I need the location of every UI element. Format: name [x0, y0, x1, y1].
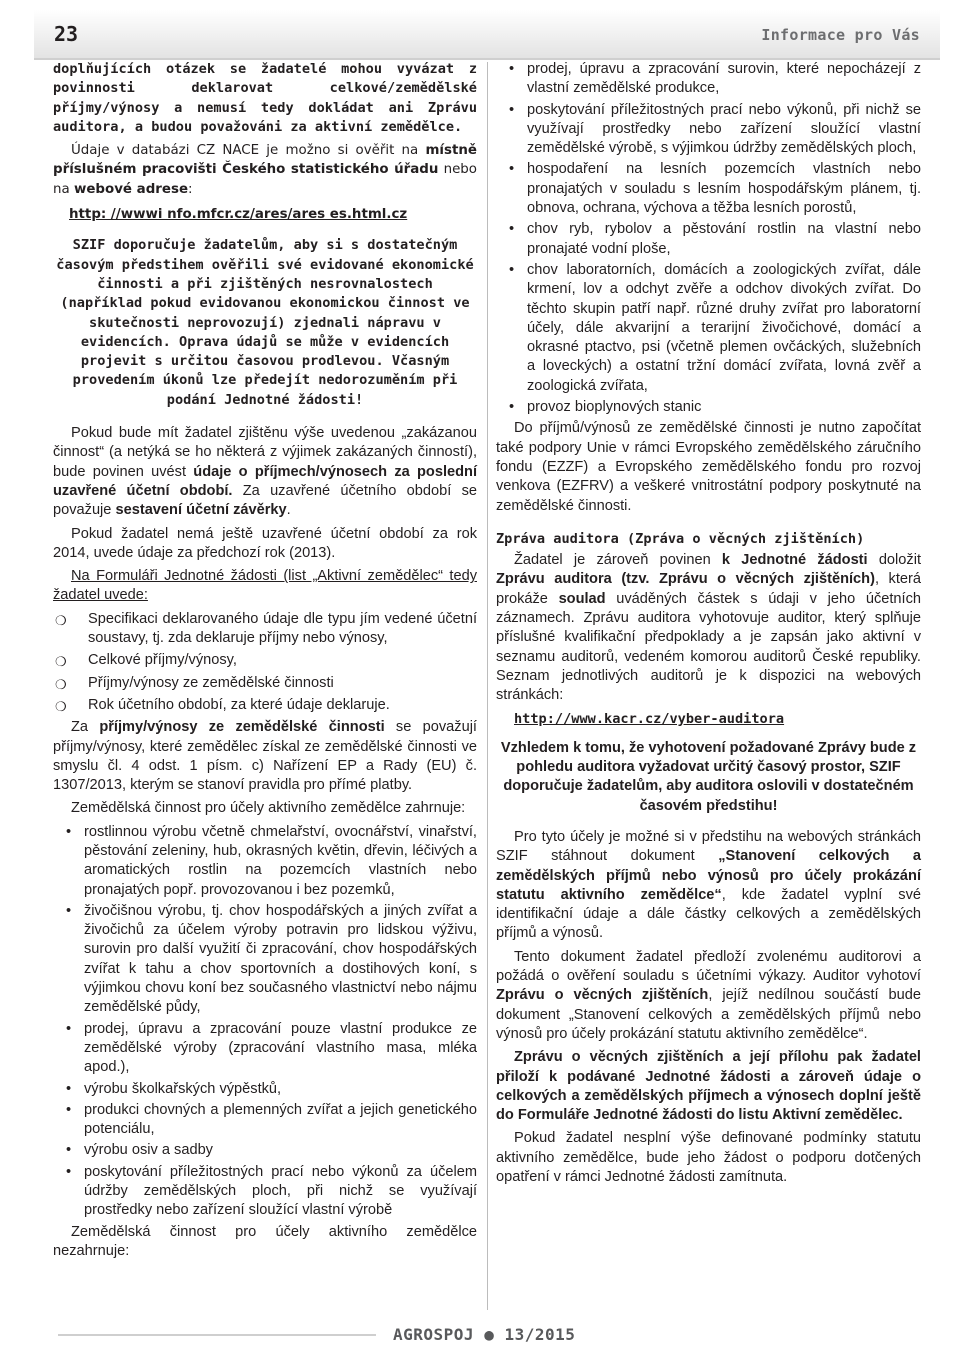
- list-item: [496, 220, 921, 259]
- bullet-icon: •: [66, 1163, 72, 1180]
- text-run-bold: k Jednotné žádosti: [721, 552, 868, 569]
- accounting-period-paragraph: Pokud žadatel nemá ještě uzavřené účetní období za rok 2014, uvede údaje za předchozí rok (2013).: [53, 525, 477, 561]
- excludes-list: [496, 60, 921, 417]
- list-item-text: výrobu školkařských výpěstků,: [84, 1080, 282, 1097]
- eu-support-paragraph: Do příjmů/výnosů ze zemědělské činnosti je nutno započítat také podpory Unie v rámci Evropského zemědělského záručního fondu (EZZF) a Evropského zemědělského fondu pro rozvoj venkova (EZFRV) a veškeré vnitrostátní podpory poskytnuté na zemědělské činnosti.: [496, 420, 921, 514]
- column-divider: [487, 62, 488, 1310]
- circle-bullet-icon: ❍: [55, 612, 67, 628]
- bullet-icon: •: [66, 1080, 72, 1097]
- list-item: [496, 398, 921, 417]
- list-item: [53, 674, 477, 693]
- list-item-text: produkci chovných a plemenných zvířat a jejich genetického potenciálu,: [84, 1101, 477, 1138]
- list-item-text: Rok účetního období, za které údaje deklaruje.: [88, 696, 390, 713]
- form-instructions-heading: Na Formuláři Jednotné žádosti (list „Aktivní zemědělec“ tedy žadatel uvede:: [53, 568, 477, 604]
- text-run: Údaje v databázi CZ NACE je možno si ověřit na: [71, 143, 426, 159]
- agri-income-paragraph: [53, 718, 477, 795]
- list-item: [496, 60, 921, 99]
- text-run: se považují příjmy/výnosy, které zemědělec získal ze zemědělské činnosti ve smyslu čl. 4 odst. 1 písm. c) Nařízení EP a Rady (EU) č. 1307/2013, kterým se stanoví pravidla pro přímé platby.: [53, 719, 477, 794]
- szif-document-paragraph: [496, 828, 921, 944]
- text-run: Pokud bude mít žadatel zjištěnu výše uvedenou „zakázanou činnost“ (a netýká se ho některá z výjimek zakázaných činností), bude povinen uvést: [53, 425, 477, 480]
- form-items-list: [53, 610, 477, 715]
- auditor-timing-notice: Vzhledem k tomu, že vyhotovení požadované Zprávy bude z pohledu auditora vyžadovat určitý časový prostor, SZIF doporučuje žadatelům, aby auditora oslovili v dostatečném časovém předstihu!: [500, 739, 917, 814]
- auditor-report-heading: Zpráva auditora (Zpráva o věcných zjištěních): [496, 530, 865, 547]
- list-item-text: provoz bioplynových stanic: [527, 399, 702, 416]
- bullet-icon: •: [66, 1020, 72, 1037]
- list-item-text: chov ryb, rybolov a pěstování rostlin na vlastní nebo pronajaté vodní ploše,: [527, 221, 921, 257]
- text-run-bold: příjmy/výnosy ze zemědělské činnosti: [99, 719, 385, 736]
- right-column: [496, 60, 921, 1191]
- list-item-text: Celkové příjmy/výnosy,: [88, 652, 237, 669]
- list-item-text: výrobu osiv a sadby: [84, 1142, 213, 1159]
- list-item: [53, 1101, 477, 1140]
- list-item-text: rostlinnou výrobu včetně chmelařství, ovocnářství, vinařství, pěstování zeleniny, hub, okrasných květin, dřevin, léčivých a aromatických rostlin na pozemcích vlastních nebo pronajatých popř. provozovanou i bez pozemků,: [84, 823, 477, 898]
- bullet-icon: •: [509, 161, 515, 178]
- text-run: nebo na: [53, 162, 477, 197]
- text-run: , která prokáže: [496, 571, 921, 607]
- text-run: Za uzavřené účetního období se považuje: [53, 482, 477, 519]
- forbidden-activity-paragraph: [53, 424, 477, 520]
- text-run-bold: webové adrese: [73, 181, 189, 197]
- bullet-icon: •: [509, 101, 515, 118]
- text-run-bold: soulad: [558, 590, 606, 607]
- bullet-icon: •: [509, 261, 515, 278]
- auditor-verification-paragraph: [496, 948, 921, 1044]
- bullet-icon: •: [66, 823, 72, 840]
- kacr-link[interactable]: http://www.kacr.cz/vyber-auditora: [514, 710, 785, 727]
- page-number: 23: [54, 22, 79, 46]
- bullet-icon: •: [66, 1142, 72, 1159]
- attachment-bold-paragraph: Zprávu o věcných zjištěních a její přílohu pak žadatel přiloží k podávané Jednotné žádosti a zároveň údaje o celkových a zemědělských příjmech a výnosech doplní ještě do Formuláře Jednotné žádosti do listu Aktivní zemědělec.: [496, 1049, 921, 1124]
- list-item-text: prodej, úpravu a zpracování pouze vlastní produkce ze zemědělské výroby (zpracování vlastního masa, mléka apod.),: [84, 1020, 477, 1076]
- list-item: [53, 1141, 477, 1160]
- list-item-text: živočišnou výrobu, tj. chov hospodářských a jiných zvířat a živočichů za účelem výroby potravin pro lidskou výživu, surovin pro další využití či zpracování, chov hospodářských zvířat k tahu a chov sportovních a dostihových koní, s výjimkou chovu koní bez současného vlastnictví nebo nájmu zemědělské půdy,: [84, 902, 477, 1016]
- list-item-text: Specifikaci deklarovaného údaje dle typu jím vedené účetní soustavy, tj. zda deklaruje příjmy nebo výnosy,: [88, 610, 477, 647]
- excludes-heading: Zemědělská činnost pro účely aktivního zemědělce nezahrnuje:: [53, 1223, 477, 1259]
- auditor-report-paragraph: [496, 551, 921, 705]
- list-item: [53, 902, 477, 1018]
- list-item: [53, 1020, 477, 1078]
- circle-bullet-icon: ❍: [55, 654, 67, 670]
- intro-bold-paragraph: doplňujících otázek se žadatelé mohou vyvázat z povinnosti deklarovat celkové/zemědělské příjmy/výnosy a nemusí tedy dokládat ani Zprávu auditora, a budou považováni za aktivní zemědělce.: [53, 61, 477, 135]
- list-item: [53, 1163, 477, 1221]
- list-item-text: poskytování příležitostných prací nebo výkonů, při nichž se využívají prostředky nebo zařízení sloužící vlastní zemědělské výrobě, s výjimkou údržby zemědělských ploch,: [527, 101, 921, 157]
- text-run: :: [188, 181, 193, 197]
- section-name: Informace pro Vás: [761, 26, 920, 44]
- text-run: doložit: [867, 552, 922, 569]
- list-item: [53, 1080, 477, 1099]
- includes-heading: Zemědělská činnost pro účely aktivního zemědělce zahrnuje:: [71, 800, 466, 817]
- text-run: Tento dokument žadatel předloží zvolenému auditorovi a požádá o ověření souladu s účetními výkazy. Auditor vyhotoví: [496, 948, 921, 985]
- list-item-text: Příjmy/výnosy ze zemědělské činnosti: [88, 674, 334, 691]
- cz-nace-paragraph: [53, 141, 477, 199]
- list-item: [53, 823, 477, 900]
- rejection-paragraph: Pokud žadatel nesplní výše definované podmínky statutu aktivního zemědělce, bude jeho žádost o podporu dotčených opatření v rámci Jednotné žádosti zamítnuta.: [496, 1130, 921, 1186]
- bullet-icon: •: [509, 221, 515, 238]
- text-run-bold: Zprávu auditora (tzv. Zprávu o věcných zjištěních): [496, 571, 875, 588]
- text-run-bold: místně příslušném pracovišti Českého statistického úřadu: [53, 143, 477, 178]
- circle-bullet-icon: ❍: [55, 698, 67, 714]
- list-item: [496, 160, 921, 218]
- footer-publication: AGROSPOJ ● 13/2015: [393, 1325, 576, 1344]
- list-item: [53, 696, 477, 715]
- text-run: uváděných částek s údaji v jeho účetních záznamech. Zprávu auditora vyhotovuje auditor, který splňuje příslušné kvalifikační předpoklady a je zapsán jako aktivní v seznamu auditorů, vedeném komorou auditorů České republiky. Seznam jednotlivých auditorů je k dispozici na webových stránkách:: [496, 590, 921, 704]
- text-run-bold: „Stanovení celkových a zemědělských příjmů nebo výnosů pro účely prokázání statutu aktivního zemědělce“: [496, 848, 921, 903]
- list-item-text: poskytování příležitostných prací nebo výkonů za účelem údržby zemědělských ploch, při nichž se využívají prostředky nebo zařízení sloužící vlastní výrobě: [84, 1163, 477, 1219]
- list-item: [496, 101, 921, 159]
- list-item-text: hospodaření na lesních pozemcích vlastních nebo pronajatých v souladu s lesním hospodářským plánem, tj. obnova, ochrana, výchova a těžba lesních porostů,: [527, 161, 921, 217]
- footer-line: [58, 1334, 376, 1336]
- includes-list: [53, 823, 477, 1221]
- bullet-icon: •: [509, 61, 515, 77]
- list-item: [53, 651, 477, 670]
- list-item-text: prodej, úpravu a zpracování surovin, které nepocházejí z vlastní zemědělské produkce,: [527, 61, 921, 97]
- list-item-text: chov laboratorních, domácích a zoologických zvířat, dále krmení, lov a odchyt zvěře a odchov divokých zvířat. Do těchto skupin patří např. různé druhy zvířat pro laboratorní účely, dále akvarijní a terarijní živočichové, domácí a okrasné ptactvo, psi (včetně plemen ovčáckých, služebních a loveckých) a ostatní tržní domácí zvířata, lovná zvěř a zoologická zvířata,: [527, 261, 921, 394]
- text-run-bold: Zprávu o věcných zjištěních: [496, 987, 709, 1004]
- text-run: Pro tyto účely je možné si v předstihu na webových stránkách SZIF stáhnout dokument: [496, 828, 921, 865]
- left-column: [53, 60, 477, 1265]
- text-run-bold: sestavení účetní závěrky: [115, 502, 287, 519]
- list-item: [496, 261, 921, 396]
- ares-link[interactable]: http: //wwwi nfo.mfcr.cz/ares/ares es.html.cz: [69, 207, 408, 223]
- szif-recommendation-box: SZIF doporučuje žadatelům, aby si s dostatečným časovým předstihem ověřili své evidované ekonomické činnosti a při zjištěných nesrovnalostech (například pokud evidovanou ekonomickou činnost ve skutečnosti neprovozují) zjednali nápravu v evidencích. Oprava údajů se může v evidencích projevit s určitou časovou prodlevou. Včasným provedením úkonů lze předejít nedorozuměním při podání Jednotné žádosti!: [56, 237, 474, 408]
- text-run: , kde žadatel vyplní své identifikační údaje a dále částky celkových a zemědělských příjmů a výnosů.: [496, 886, 922, 942]
- text-run: Za: [71, 719, 100, 736]
- bullet-icon: •: [66, 1101, 72, 1118]
- bullet-icon: •: [509, 399, 515, 416]
- circle-bullet-icon: ❍: [55, 676, 67, 692]
- bullet-icon: •: [66, 902, 72, 919]
- text-run: , jejíž nedílnou součástí bude dokument „Stanovení celkových a zemědělských příjmů nebo výnosů pro účely prokázání statutu aktivního zemědělce“.: [496, 987, 921, 1042]
- text-run-bold: údaje o příjmech/výnosech za poslední uzavřené účetní období.: [53, 463, 477, 499]
- text-run: Žadatel je zároveň povinen: [514, 552, 722, 569]
- text-run: .: [286, 502, 291, 519]
- list-item: [53, 610, 477, 649]
